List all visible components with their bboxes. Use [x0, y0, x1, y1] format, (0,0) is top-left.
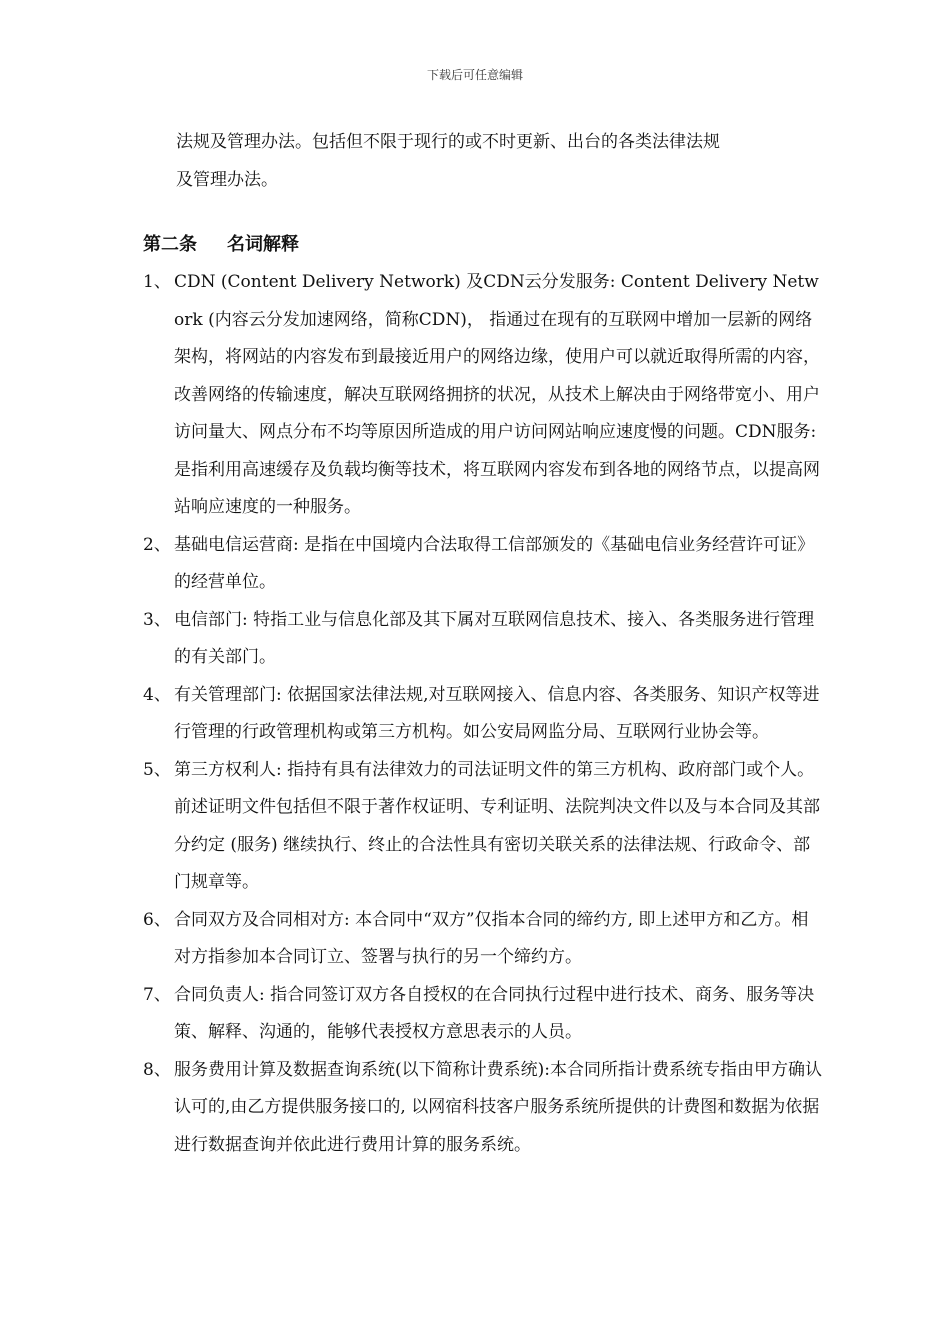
item-number: 3、 [143, 609, 171, 630]
list-item [143, 1052, 823, 1165]
section-title: 名词解释 [227, 234, 299, 255]
list-item [143, 752, 823, 902]
item-number: 7、 [143, 984, 171, 1005]
item-text: 合同负责人: 指合同签订双方各自授权的在合同执行过程中进行技术、商务、服务等决策、解释、沟通的，能够代表授权方意思表示的人员。 [174, 984, 815, 1042]
item-number: 4、 [143, 684, 171, 705]
page-header: 下载后可任意编辑 [426, 68, 523, 82]
list-item [143, 677, 823, 752]
list-item [143, 264, 823, 527]
item-number: 6、 [143, 909, 171, 930]
item-text: 电信部门: 特指工业与信息化部及其下属对互联网信息技术、接入、各类服务进行管理的有关部门。 [174, 609, 815, 667]
list-item [143, 902, 823, 977]
item-number: 5、 [143, 759, 171, 780]
continuation-line: 及管理办法。 [176, 169, 278, 190]
item-number: 8、 [143, 1059, 171, 1080]
item-number: 1、 [143, 272, 171, 292]
list-item [143, 977, 823, 1052]
item-text: 有关管理部门: 依据国家法律法规,对互联网接入、信息内容、各类服务、知识产权等进行管理的行政管理机构或第三方机构。如公安局网监分局、互联网行业协会等。 [174, 684, 820, 742]
item-text: 合同双方及合同相对方: 本合同中“双方”仅指本合同的缔约方, 即上述甲方和乙方。相对方指参加本合同订立、签署与执行的另一个缔约方。 [174, 909, 809, 967]
definition-list [143, 264, 823, 1164]
item-text: 第三方权利人: 指持有具有法律效力的司法证明文件的第三方机构、政府部门或个人。前述证明文件包括但不限于著作权证明、专利证明、法院判决文件以及与本合同及其部分约定 (服务) 继续执行、终止的合法性具有密切关联关系的法律法规、行政命令、部门规章等。 [174, 759, 820, 892]
item-text: 服务费用计算及数据查询系统(以下简称计费系统):本合同所指计费系统专指由甲方确认认可的,由乙方提供服务接口的, 以网宿科技客户服务系统所提供的计费图和数据为依据进行数据查询并依此进行费用计算的服务系统。 [174, 1059, 822, 1155]
continuation-paragraph [176, 124, 816, 199]
continuation-line: 法规及管理办法。包括但不限于现行的或不时更新、出台的各类法律法规 [176, 132, 720, 152]
item-number: 2、 [143, 534, 171, 555]
item-text: 基础电信运营商: 是指在中国境内合法取得工信部颁发的《基础电信业务经营许可证》的经营单位。 [174, 534, 815, 592]
list-item [143, 602, 823, 677]
list-item [143, 527, 823, 602]
section-number: 第二条 [143, 234, 197, 255]
item-text: CDN (Content Delivery Network) 及CDN云分发服务: Content Delivery Network (内容云分发加速网络，简称CDN)， 指通过在现有的互联网中增加一层新的网络架构，将网站的内容发布到最接近用户的网络边缘，使用户可以就近取得所需的内容，改善网络的传输速度，解决互联网络拥挤的状况，从技术上解决由于网络带宽小、用户访问量大、网点分布不均等原因所造成的用户访问网站响应速度慢的问题。CDN服务: 是指利用高速缓存及负载均衡等技术，将互联网内容发布到各地的网络节点，以提高网站响应速度的一种服务。 [174, 272, 820, 517]
section-heading [143, 230, 299, 260]
